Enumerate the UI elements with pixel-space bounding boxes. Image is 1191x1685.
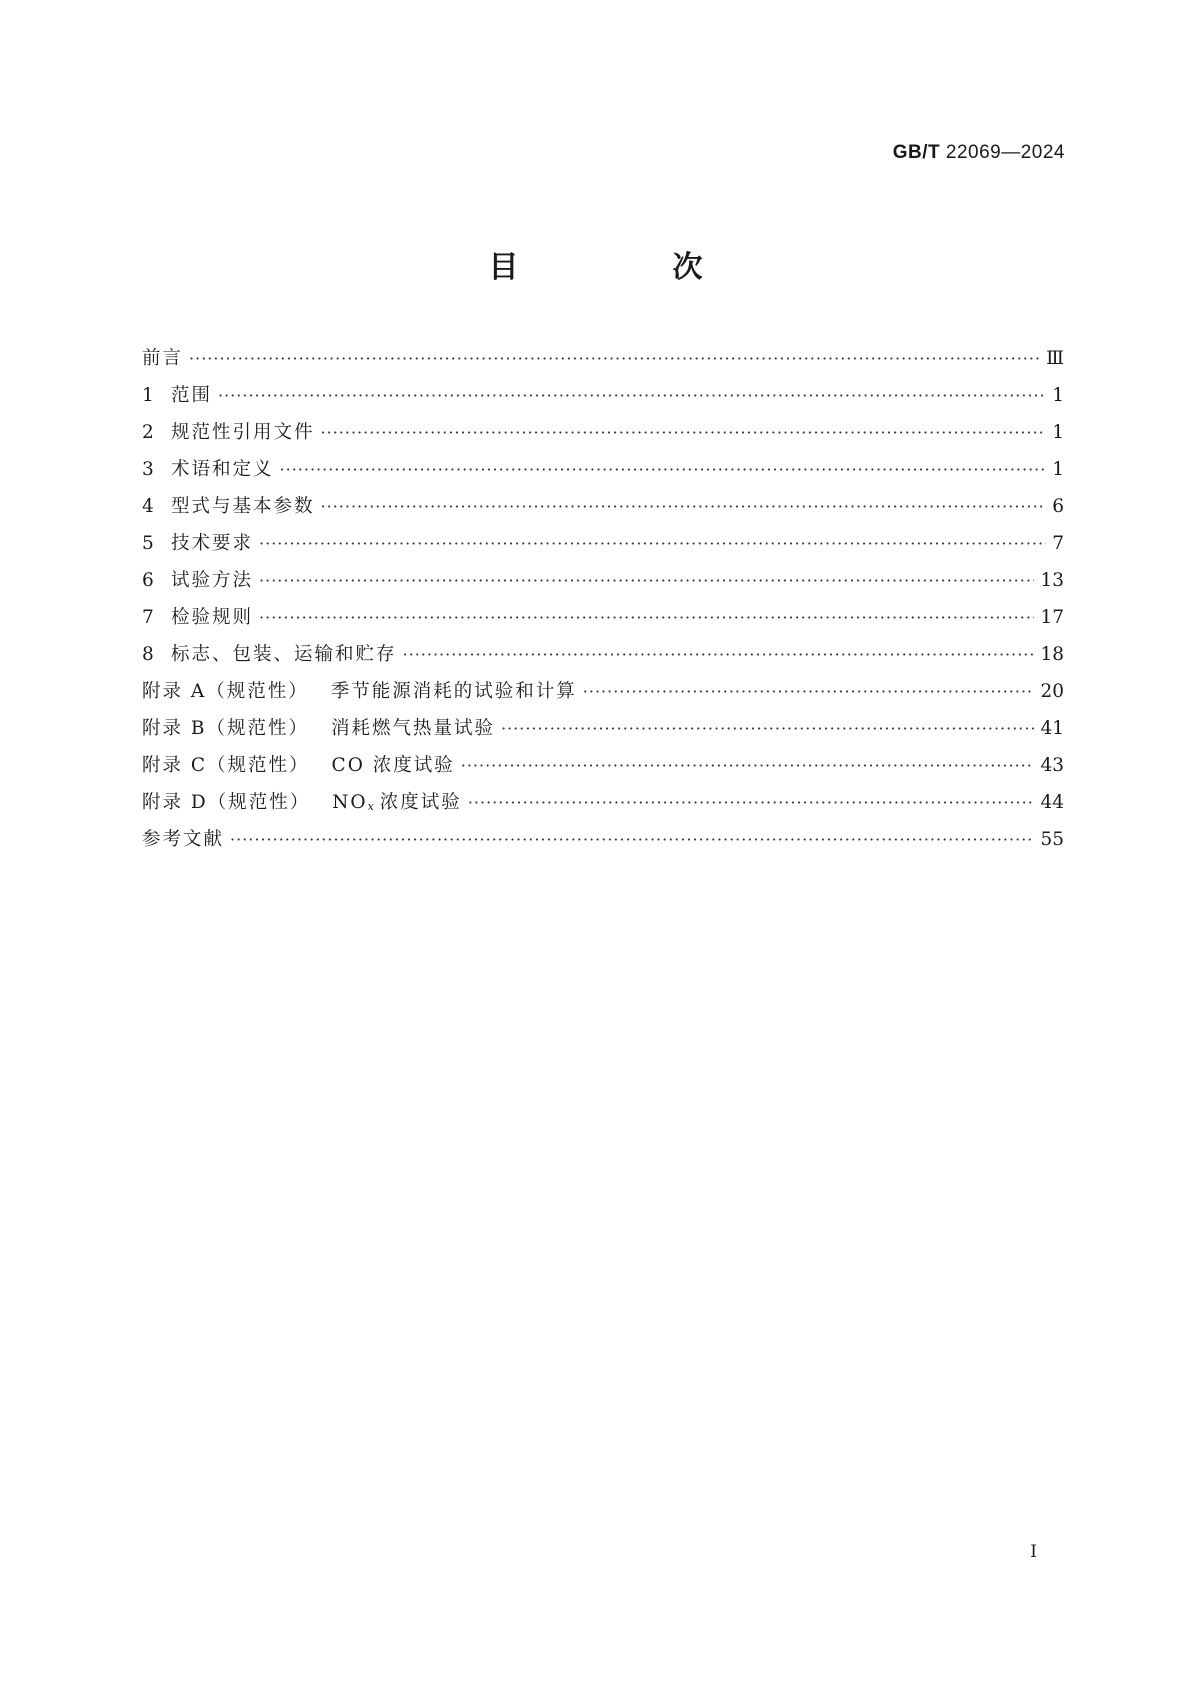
toc-page-number: 6 [1052, 496, 1064, 517]
toc-page-number: 41 [1040, 718, 1064, 739]
toc-page-number: 44 [1040, 792, 1064, 813]
toc-entry-marking-packaging[interactable] [142, 640, 1064, 677]
toc-entry-annex-a[interactable] [142, 677, 1064, 714]
toc-label: 规范性引用文件 [171, 422, 315, 443]
toc-label: 技术要求 [171, 533, 254, 554]
toc-leader [259, 608, 1034, 627]
toc-section-number: 1 [142, 385, 154, 406]
toc-page-number: 20 [1040, 681, 1064, 702]
annex-title: CO 浓度试验 [331, 755, 455, 776]
toc-page-number: 1 [1052, 459, 1064, 480]
annex-title: 浓度试验 [379, 792, 462, 813]
annex-prefix: 附录 D（规范性） [142, 792, 311, 813]
toc-label [142, 788, 462, 814]
annex-prefix: 附录 A（规范性） [142, 681, 309, 702]
toc-label: 参考文献 [142, 829, 225, 850]
toc-page-number: 7 [1052, 533, 1064, 554]
toc-entry-test-methods[interactable] [142, 566, 1064, 603]
toc-section-number: 4 [142, 496, 154, 517]
toc-entry-technical-requirements[interactable] [142, 529, 1064, 566]
toc-leader [259, 571, 1034, 590]
page-title: 目 次 [488, 250, 765, 285]
toc-label [142, 751, 455, 777]
toc-leader [259, 534, 1046, 553]
table-of-contents [142, 344, 1064, 862]
toc-entry-types-parameters[interactable] [142, 492, 1064, 529]
toc-leader [501, 719, 1034, 738]
toc-leader [403, 645, 1035, 664]
toc-section-number: 6 [142, 570, 154, 591]
toc-label: 检验规则 [171, 607, 254, 628]
toc-leader [321, 423, 1046, 442]
annex-prefix: 附录 B（规范性） [142, 718, 309, 739]
toc-label: 型式与基本参数 [171, 496, 315, 517]
toc-label: 前言 [142, 348, 184, 369]
toc-page-number: 1 [1052, 385, 1064, 406]
toc-leader [280, 460, 1046, 479]
toc-label: 范围 [171, 385, 213, 406]
toc-label [142, 714, 495, 740]
toc-entry-terms-definitions[interactable] [142, 455, 1064, 492]
toc-entry-foreword[interactable] [142, 344, 1064, 381]
toc-leader [461, 756, 1035, 775]
toc-entry-bibliography[interactable] [142, 825, 1064, 862]
standard-code-number: 22069—2024 [945, 142, 1065, 163]
toc-page-number: 55 [1040, 829, 1064, 850]
toc-section-number: 8 [142, 644, 154, 665]
toc-leader [189, 349, 1040, 368]
toc-entry-annex-c[interactable] [142, 751, 1064, 788]
toc-leader [468, 793, 1035, 812]
toc-page-number: 17 [1040, 607, 1064, 628]
toc-entry-scope[interactable] [142, 381, 1064, 418]
toc-leader [230, 830, 1034, 849]
annex-prefix: 附录 C（规范性） [142, 755, 310, 776]
annex-title-formula: NO [332, 792, 368, 813]
toc-label: 标志、包装、运输和贮存 [171, 644, 397, 665]
toc-entry-annex-b[interactable] [142, 714, 1064, 751]
toc-leader [321, 497, 1046, 516]
toc-label [142, 677, 577, 703]
toc-entry-annex-d[interactable] [142, 788, 1064, 825]
toc-page-number: 43 [1040, 755, 1064, 776]
toc-section-number: 2 [142, 422, 154, 443]
toc-label: 术语和定义 [171, 459, 274, 480]
annex-title-subscript: x [367, 800, 376, 813]
toc-section-number: 3 [142, 459, 154, 480]
annex-title: 季节能源消耗的试验和计算 [330, 681, 577, 702]
toc-page-number: 1 [1052, 422, 1064, 443]
toc-page-number: 13 [1040, 570, 1064, 591]
toc-section-number: 7 [142, 607, 154, 628]
toc-page-number: 18 [1040, 644, 1064, 665]
page-number: I [1030, 1542, 1037, 1562]
toc-leader [583, 682, 1035, 701]
toc-leader [218, 386, 1046, 405]
annex-title: 消耗燃气热量试验 [330, 718, 495, 739]
toc-label: 试验方法 [171, 570, 254, 591]
toc-section-number: 5 [142, 533, 154, 554]
toc-page-number: Ⅲ [1046, 348, 1064, 369]
standard-code-prefix: GB/T [892, 142, 941, 163]
toc-entry-inspection-rules[interactable] [142, 603, 1064, 640]
standard-code [893, 142, 1065, 164]
toc-entry-normative-references[interactable] [142, 418, 1064, 455]
